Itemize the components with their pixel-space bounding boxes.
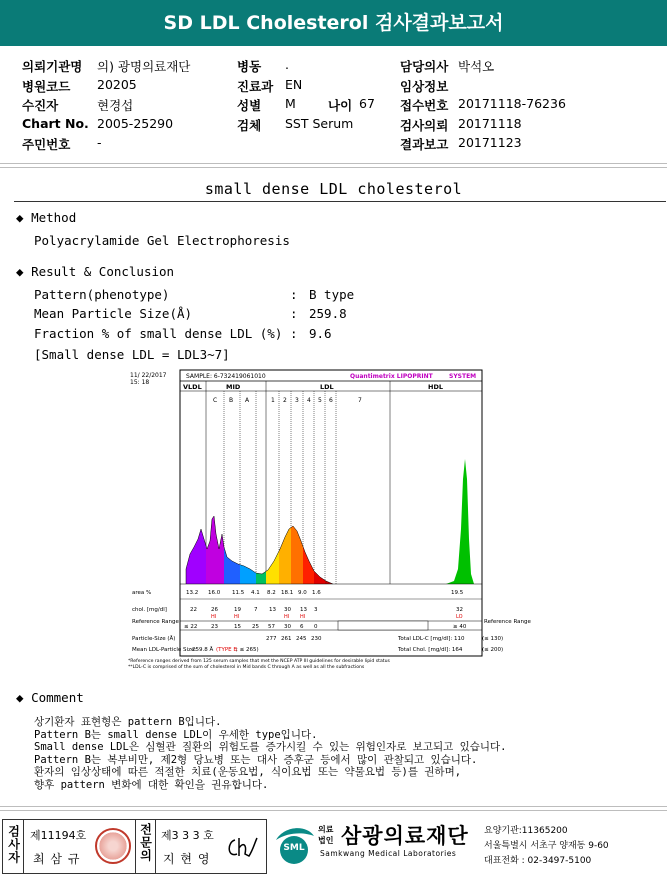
ref-value: 6: [300, 624, 304, 630]
area-value: 19.5: [451, 590, 464, 596]
area-value: 16.0: [208, 590, 221, 596]
particle-size: 277: [266, 636, 277, 642]
info-value: 20205: [97, 77, 137, 92]
band-label: 5: [318, 397, 322, 404]
hi-flag: HI: [300, 614, 306, 620]
org-code: 요양기관:11365200: [484, 826, 568, 836]
chart-date: 11/ 22/2017: [130, 372, 167, 379]
area-value: 4.1: [251, 590, 260, 596]
row-label: area %: [132, 590, 152, 596]
total-chol-ref: (≤ 200): [482, 647, 504, 653]
chol-value: 19: [234, 607, 241, 613]
group-label: MID: [226, 383, 241, 391]
ref-value: 0: [314, 624, 318, 630]
info-value: SST Serum: [285, 116, 354, 131]
info-label: 주민번호: [22, 137, 71, 152]
info-label: 나이: [328, 98, 353, 113]
total-ldl-ref: (≤ 130): [482, 636, 504, 642]
result-sep: :: [290, 306, 298, 321]
row-label: chol. [mg/dl]: [132, 607, 167, 613]
result-label: Fraction % of small dense LDL (%): [34, 326, 283, 341]
info-value: 박석오: [458, 59, 495, 74]
mean-cut: ; ≤ 265): [236, 647, 259, 653]
info-label: Chart No.: [22, 116, 89, 131]
info-label: 병원코드: [22, 79, 71, 94]
chol-value: 30: [284, 607, 291, 613]
comment-line: Small dense LDL은 심혈관 질환의 위험도를 증가시킬 수 있는 위험인자로 보고되고 있습니다.: [34, 741, 507, 753]
total-ldl: Total LDL-C [mg/dl]: 110: [398, 636, 465, 642]
info-value: 20171118-76236: [458, 96, 566, 111]
result-value: 9.6: [309, 326, 332, 341]
particle-size: 261: [281, 636, 292, 642]
divider: [0, 167, 667, 168]
info-value: M: [285, 96, 296, 111]
info-label: 결과보고: [400, 137, 449, 152]
area-value: 9.0: [298, 590, 307, 596]
comment-line: 향후 pattern 변화에 대한 확인을 권유합니다.: [34, 778, 269, 791]
report-header: SD LDL Cholesterol 검사결과보고서: [0, 0, 667, 46]
divider: [0, 806, 667, 807]
info-label: 검체: [237, 118, 262, 133]
row-label-right: Reference Range: [484, 619, 531, 625]
ref-value: 23: [211, 624, 218, 630]
band-label: A: [245, 397, 250, 404]
mean-size: 259.8 Å: [192, 647, 214, 653]
info-label: 성별: [237, 98, 262, 113]
comment-section: [16, 690, 84, 705]
divider: [0, 163, 667, 164]
signer-license: 제11194호: [30, 829, 87, 842]
footnote: **LDL-C is comprised of the sum of cholesterol in Mid bands C through A as well as all the subfractions: [128, 665, 365, 670]
method-section: [16, 210, 76, 225]
result-section: [16, 264, 174, 279]
diamond-bullet-icon: ◆: [16, 210, 24, 225]
band-label: 1: [271, 397, 275, 404]
band-label: 3: [295, 397, 299, 404]
band-label: B: [229, 397, 234, 404]
chart-brand: Quantimetrix LIPOPRINT: [350, 373, 433, 380]
group-label: VLDL: [183, 383, 202, 391]
logo-text: SML: [283, 843, 305, 853]
ref-gap: [338, 621, 428, 630]
chol-values: [190, 607, 463, 613]
hi-flag: HI: [284, 614, 290, 620]
footnote: *Reference ranges derived from 125 serum samples that met the NCEP ATP III guidelines for desirable lipid status: [128, 659, 390, 664]
hdl-peak: [446, 459, 474, 584]
ref-value: ≥ 40: [453, 624, 467, 630]
info-label: 진료과: [237, 79, 274, 94]
info-value: 67: [359, 96, 375, 111]
chol-value: 32: [456, 607, 463, 613]
band-label: C: [213, 397, 218, 404]
area-values: [186, 590, 464, 596]
org-name: 삼광의료재단: [341, 824, 469, 848]
info-label: 검사의뢰: [400, 118, 449, 133]
hi-flag: LO: [456, 614, 463, 620]
info-value: 20171123: [458, 135, 522, 150]
result-label: Mean Particle Size(Å): [34, 306, 193, 321]
chol-value: 13: [300, 607, 307, 613]
method-value: Polyacrylamide Gel Electrophoresis: [34, 233, 290, 248]
result-sep: :: [290, 287, 298, 302]
signer-name: 최 삼 규: [33, 852, 81, 866]
info-value: .: [285, 57, 289, 72]
comment-heading: Comment: [31, 690, 84, 705]
doctor-role-vertical: 전문의: [138, 823, 153, 862]
band-label: 6: [329, 397, 333, 404]
comment-line: 환자의 임상상태에 따른 적절한 치료(운동요법, 식이요법 또는 약물요법 등)를 권하며,: [34, 766, 462, 778]
result-sep: :: [290, 326, 298, 341]
signature-box: [2, 819, 267, 874]
box-divider: [23, 820, 24, 873]
org-logo-icon: [272, 822, 316, 866]
title-underline: [14, 201, 666, 202]
info-value: -: [97, 135, 102, 150]
result-heading: Result & Conclusion: [31, 264, 175, 279]
chol-value: 7: [254, 607, 258, 613]
info-value: 의) 광명의료재단: [97, 59, 191, 74]
group-label: LDL: [320, 383, 334, 391]
result-label: Pattern(phenotype): [34, 287, 170, 302]
info-value: 2005-25290: [97, 116, 174, 131]
comment-line: Pattern B는 small dense LDL이 우세한 type입니다.: [34, 728, 318, 741]
info-label: 담당의사: [400, 59, 449, 74]
band-label: 7: [358, 397, 362, 404]
ref-value: 57: [268, 624, 275, 630]
info-label: 접수번호: [400, 98, 449, 113]
method-heading: Method: [31, 210, 77, 225]
org-address: 서울특별시 서초구 양재동 9-60: [484, 841, 609, 851]
box-divider: [155, 820, 156, 873]
doctor-name: 지 현 영: [163, 852, 211, 866]
ref-value: ≤ 22: [184, 624, 198, 630]
box-divider: [135, 820, 136, 873]
diamond-bullet-icon: ◆: [16, 690, 24, 705]
chol-value: 13: [269, 607, 276, 613]
lipoprint-svg: [128, 369, 531, 670]
chart-frame: [180, 370, 482, 656]
ref-value: 25: [252, 624, 259, 630]
org-phone: 대표전화 : 02-3497-5100: [484, 856, 592, 866]
ref-value: 15: [234, 624, 241, 630]
result-note: [Small dense LDL = LDL3~7]: [34, 347, 230, 362]
org-prefix: 의료 법인: [318, 825, 334, 845]
row-label: Particle-Size (Å): [132, 636, 176, 642]
area-value: 18.1: [281, 590, 294, 596]
area-value: 8.2: [267, 590, 276, 596]
chol-value: 26: [211, 607, 218, 613]
row-label: Mean LDL-Particle Size:: [132, 647, 197, 653]
signer-stamp-icon: [95, 828, 131, 864]
info-value: EN: [285, 77, 303, 92]
chol-value: 22: [190, 607, 197, 613]
band-label: 2: [283, 397, 287, 404]
org-eng-name: Samkwang Medical Laboratories: [320, 849, 457, 858]
info-value: 현경섭: [97, 98, 134, 113]
chart-sample: SAMPLE: 6-732419061010: [186, 373, 266, 380]
info-label: 임상정보: [400, 79, 449, 94]
hi-flags: [211, 614, 463, 620]
divider: [0, 810, 667, 811]
area-value: 13.2: [186, 590, 199, 596]
row-label: Reference Range: [132, 619, 179, 625]
signer-role-vertical: 검사자: [6, 825, 21, 864]
comment-line: Pattern B는 복부비만, 제2형 당뇨병 또는 대사 증후군 등에서 많이 관찰되고 있습니다.: [34, 753, 478, 766]
area-value: 1.6: [312, 590, 321, 596]
particle-sizes: [266, 636, 322, 642]
band-label: 4: [307, 397, 311, 404]
particle-size: 230: [311, 636, 322, 642]
lipoprint-chart: [128, 369, 531, 670]
info-label: 병동: [237, 59, 262, 74]
diamond-bullet-icon: ◆: [16, 264, 24, 279]
mean-type: (TYPE B: [216, 647, 238, 653]
result-value: B type: [309, 287, 355, 302]
info-label: 의뢰기관명: [22, 59, 83, 74]
chol-value: 3: [314, 607, 318, 613]
chart-brand-suffix: SYSTEM: [449, 373, 477, 380]
ref-box: [180, 621, 482, 630]
report-title: small dense LDL cholesterol: [204, 180, 463, 198]
org-contact: [484, 824, 609, 869]
comment-line: 상기환자 표현형은 pattern B입니다.: [34, 716, 222, 728]
group-label: HDL: [428, 383, 443, 391]
particle-size: 245: [296, 636, 307, 642]
doctor-license: 제3 3 3 호: [161, 829, 214, 842]
signature-icon: [225, 834, 261, 862]
hi-flag: HI: [211, 614, 217, 620]
chart-time: 15: 18: [130, 379, 150, 386]
lipid-curve: [180, 509, 336, 589]
info-label: 수진자: [22, 98, 59, 113]
area-value: 11.5: [232, 590, 245, 596]
info-value: 20171118: [458, 116, 522, 131]
hi-flag: HI: [234, 614, 240, 620]
ref-value: 30: [284, 624, 291, 630]
band-labels: [213, 397, 362, 404]
total-chol: Total Chol. [mg/dl]: 164: [398, 647, 463, 653]
result-value: 259.8: [309, 306, 347, 321]
comment-body: [34, 716, 506, 791]
